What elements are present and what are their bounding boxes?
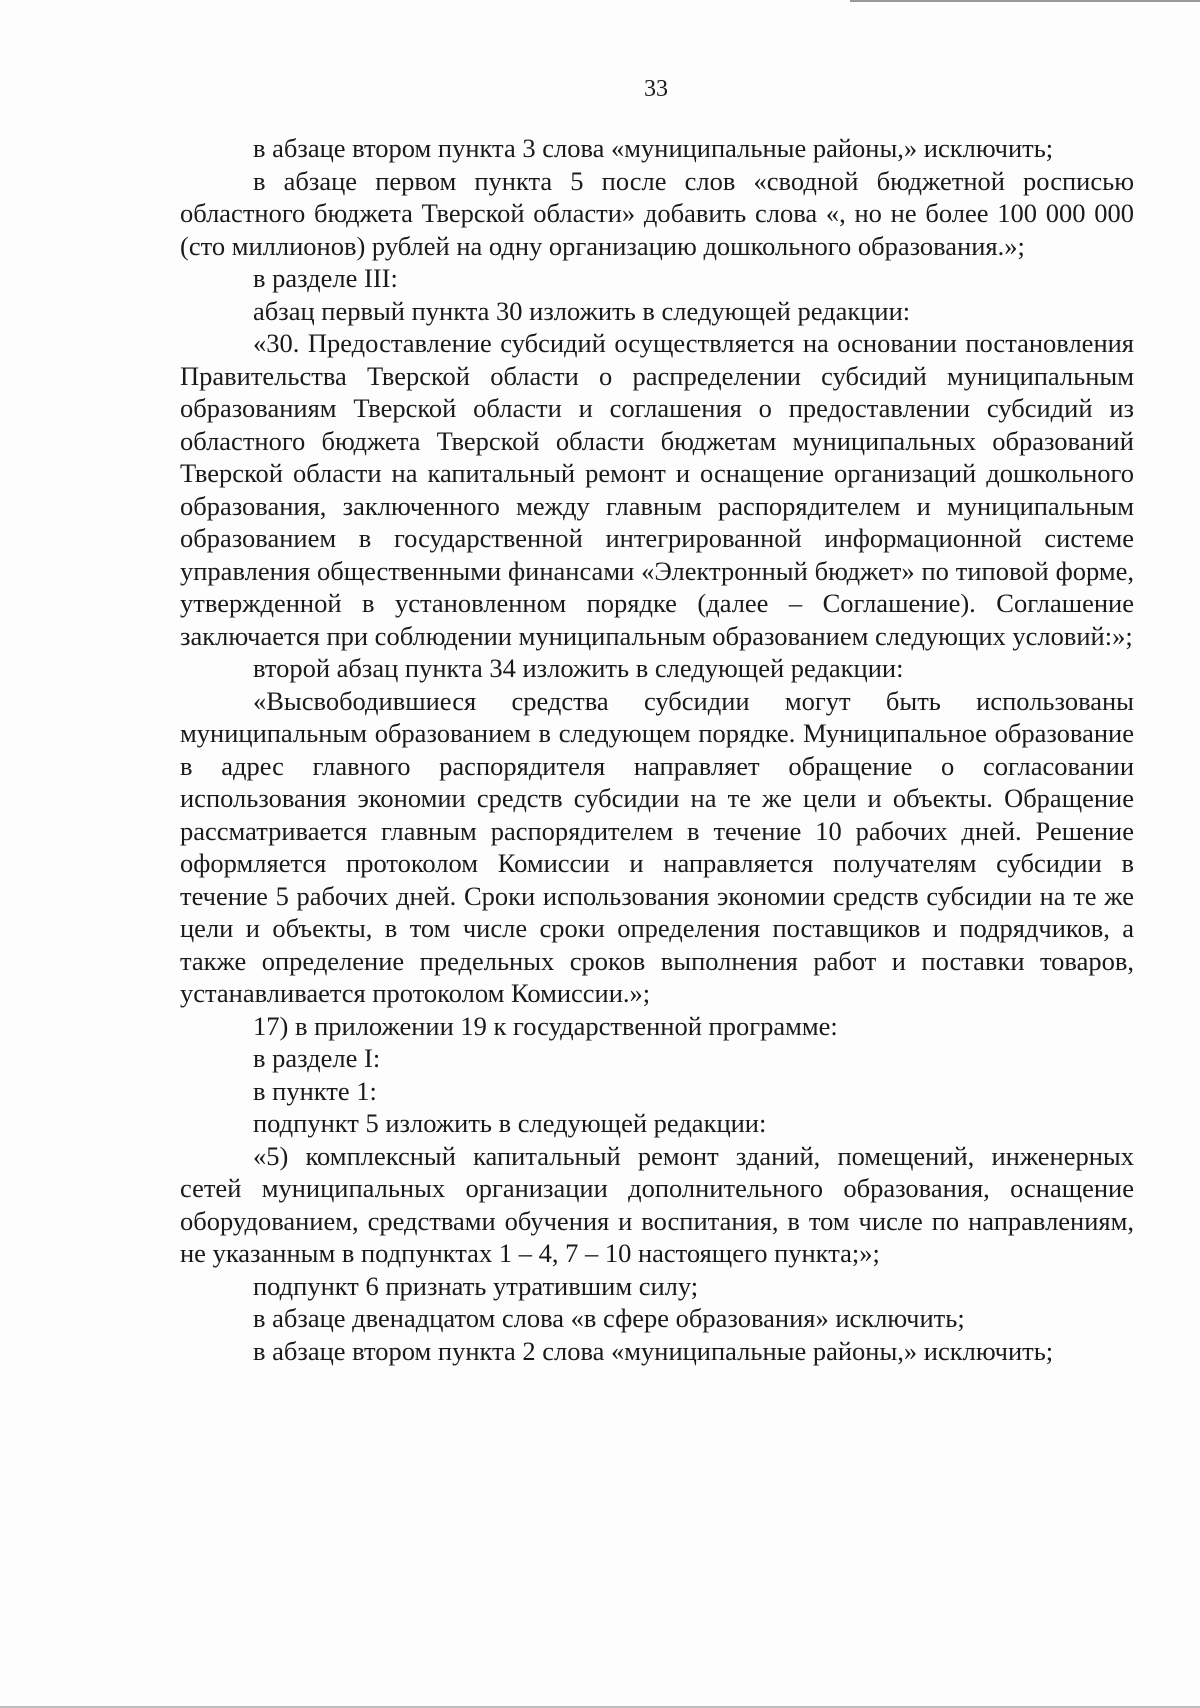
paragraph: абзац первый пункта 30 изложить в следующей редакции: xyxy=(253,295,911,326)
paragraph: в абзаце втором пункта 2 слова «муниципальные районы,» исключить; xyxy=(253,1335,1054,1366)
paragraph: подпункт 5 изложить в следующей редакции: xyxy=(253,1108,767,1138)
paragraph: в разделе III: xyxy=(253,263,398,293)
paragraph: подпункт 6 признать утратившим силу; xyxy=(253,1270,699,1301)
paragraph: 17) в приложении 19 к государственной программе: xyxy=(253,1010,838,1041)
paragraph: в пункте 1: xyxy=(253,1075,377,1106)
paragraph: в абзаце первом пункта 5 после слов «сводной бюджетной росписью областного бюджета Тверской области» добавить слова «, но не более 100 000 000 (сто миллионов) рублей на одну организацию дошкольного образования.»; xyxy=(180,165,1134,261)
paragraph: второй абзац пункта 34 изложить в следующей редакции: xyxy=(253,653,904,683)
paragraph: в разделе I: xyxy=(253,1043,381,1073)
paragraph: в абзаце двенадцатом слова «в сфере образования» исключить; xyxy=(253,1303,965,1333)
document-body xyxy=(180,132,1134,1367)
paragraph: «Высвободившиеся средства субсидии могут быть использованы муниципальным образованием в следующем порядке. Муниципальное образование в адрес главного распорядителя направляет обращение о согласовании использования экономии средств субсидии на те же цели и объекты. Обращение рассматривается главным распорядителем в течение 10 рабочих дней. Решение оформляется протоколом Комиссии и направляется получателям субсидии в течение 5 рабочих дней. Сроки использования экономии средств субсидии на те же цели и объекты, в том числе сроки определения поставщиков и подрядчиков, а также определение предельных сроков выполнения работ и поставки товаров, устанавливается протоколом Комиссии.»; xyxy=(180,685,1134,1008)
paragraph: «5) комплексный капитальный ремонт зданий, помещений, инженерных сетей муниципальных организации дополнительного образования, оснащение оборудованием, средствами обучения и воспитания, в том числе по направлениям, не указанным в подпунктах 1 – 4, 7 – 10 настоящего пункта;»; xyxy=(180,1140,1134,1268)
paragraph: «30. Предоставление субсидий осуществляется на основании постановления Правительства Тверской области о распределении субсидий муниципальным образованиям Тверской области и соглашения о предоставлении субсидий из областного бюджета Тверской области бюджетам муниципальных образований Тверской области на капитальный ремонт и оснащение организаций дошкольного образования, заключенного между главным распорядителем и муниципальным образованием в государственной интегрированной информационной системе управления общественными финансами «Электронный бюджет» по типовой форме, утвержденной в установленном порядке (далее – Соглашение). Соглашение заключается при соблюдении муниципальным образованием следующих условий:»; xyxy=(180,328,1134,651)
page-number: 33 xyxy=(644,76,668,102)
scan-edge-line xyxy=(850,0,1200,2)
paragraph: в абзаце втором пункта 3 слова «муниципальные районы,» исключить; xyxy=(253,133,1054,163)
